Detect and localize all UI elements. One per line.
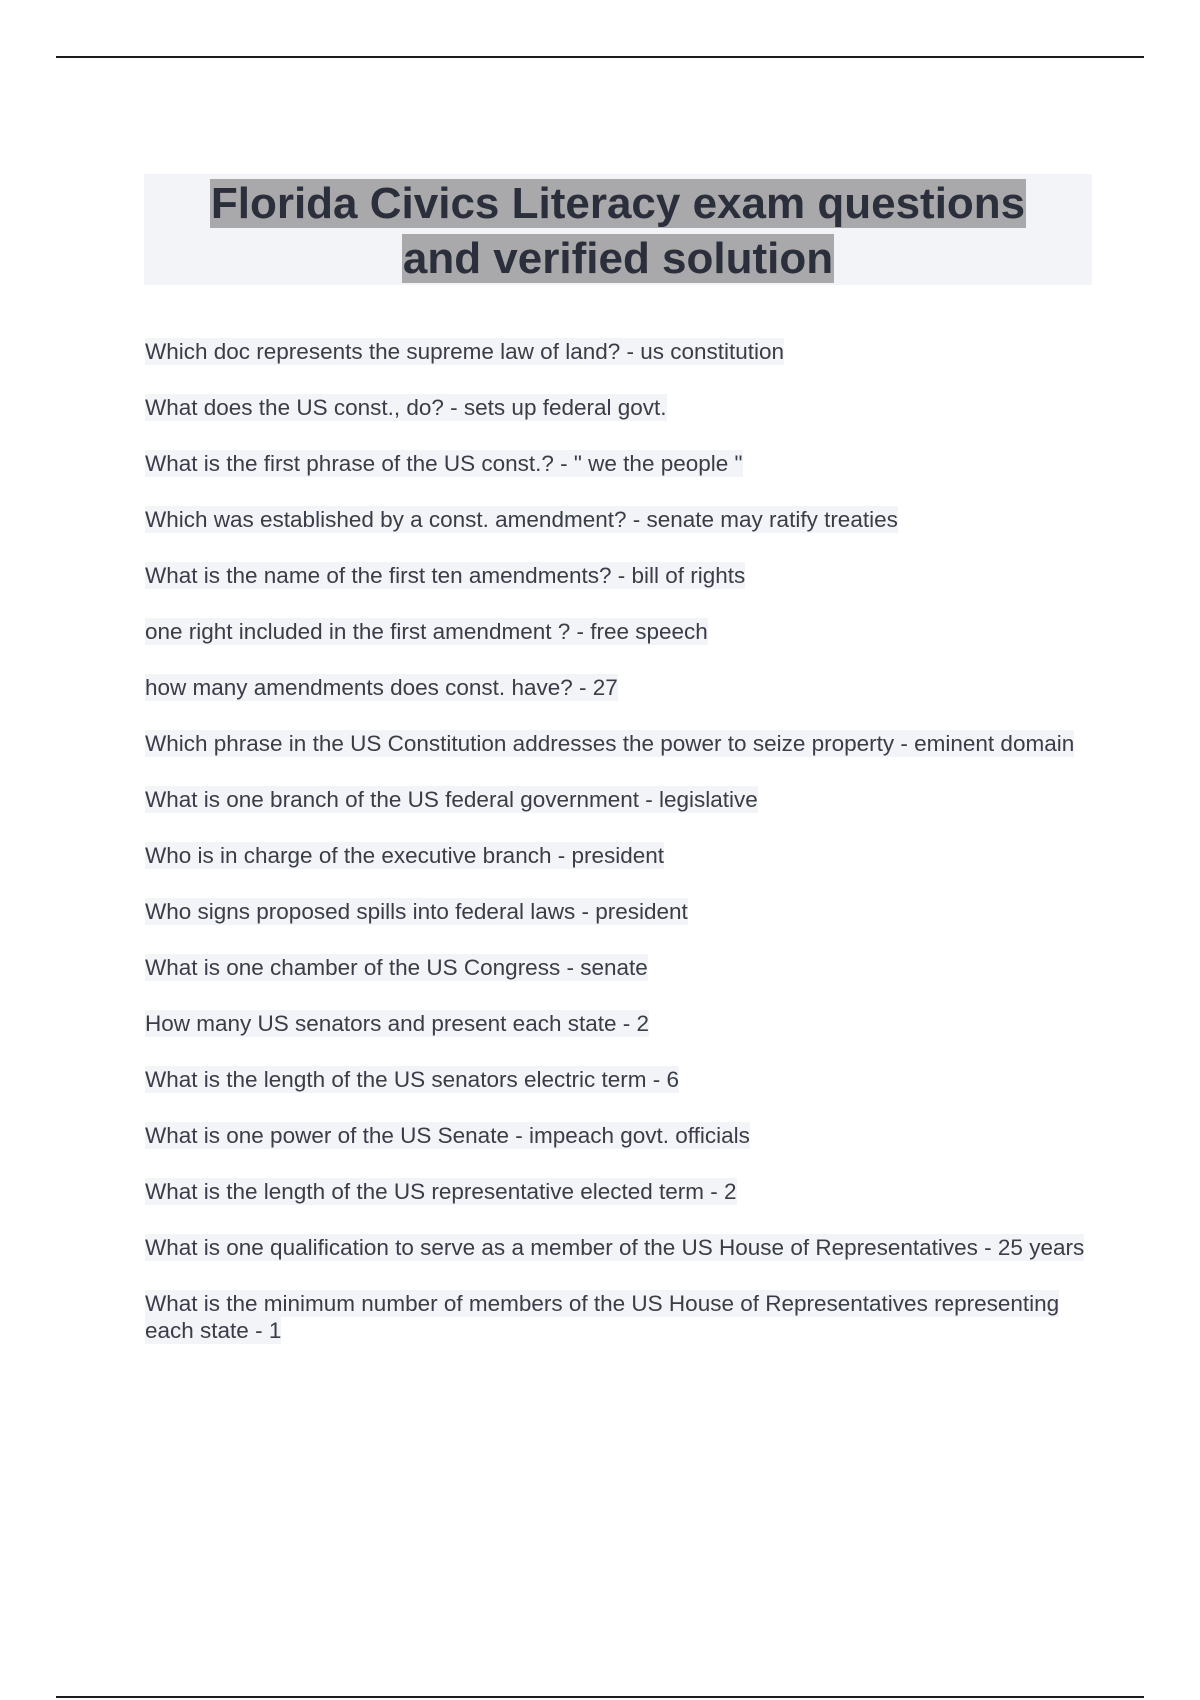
qa-text: Who signs proposed spills into federal laws - president (145, 899, 688, 924)
title-line-2: and verified solution (402, 234, 834, 283)
qa-text: What does the US const., do? - sets up federal govt. (145, 395, 667, 420)
qa-text: How many US senators and present each state - 2 (145, 1011, 650, 1036)
qa-item (145, 1010, 1085, 1037)
qa-item (145, 674, 1085, 701)
qa-text: What is one qualification to serve as a member of the US House of Representatives - 25 years (145, 1235, 1085, 1260)
document-title (144, 176, 1092, 286)
qa-text: one right included in the first amendment ? - free speech (145, 619, 708, 644)
qa-text: What is the minimum number of members of the US House of Representatives representing each state - 1 (145, 1291, 1060, 1343)
qa-item (145, 954, 1085, 981)
qa-text: Who is in charge of the executive branch - president (145, 843, 665, 868)
qa-item (145, 786, 1085, 813)
qa-item (145, 1122, 1085, 1149)
qa-text: What is the first phrase of the US const.? - " we the people " (145, 451, 743, 476)
qa-text: What is one power of the US Senate - impeach govt. officials (145, 1123, 750, 1148)
qa-item (145, 618, 1085, 645)
qa-text: Which phrase in the US Constitution addresses the power to seize property - eminent domain (145, 731, 1075, 756)
qa-text: What is the name of the first ten amendments? - bill of rights (145, 563, 746, 588)
qa-item (145, 1290, 1085, 1344)
qa-text: What is the length of the US senators electric term - 6 (145, 1067, 679, 1092)
qa-text: Which was established by a const. amendment? - senate may ratify treaties (145, 507, 898, 532)
bottom-rule (56, 1696, 1144, 1698)
qa-item (145, 842, 1085, 869)
title-line-1: Florida Civics Literacy exam questions (210, 179, 1026, 228)
qa-item (145, 730, 1085, 757)
qa-text: What is one chamber of the US Congress - senate (145, 955, 648, 980)
qa-text: Which doc represents the supreme law of land? - us constitution (145, 339, 785, 364)
qa-item (145, 450, 1085, 477)
qa-item (145, 898, 1085, 925)
qa-item (145, 1178, 1085, 1205)
qa-item (145, 562, 1085, 589)
top-rule (56, 56, 1144, 58)
qa-text: What is the length of the US representative elected term - 2 (145, 1179, 737, 1204)
qa-list (145, 338, 1085, 1373)
qa-text: What is one branch of the US federal government - legislative (145, 787, 758, 812)
qa-item (145, 1066, 1085, 1093)
qa-item (145, 394, 1085, 421)
qa-item (145, 338, 1085, 365)
qa-text: how many amendments does const. have? - 27 (145, 675, 618, 700)
qa-item (145, 506, 1085, 533)
qa-item (145, 1234, 1085, 1261)
